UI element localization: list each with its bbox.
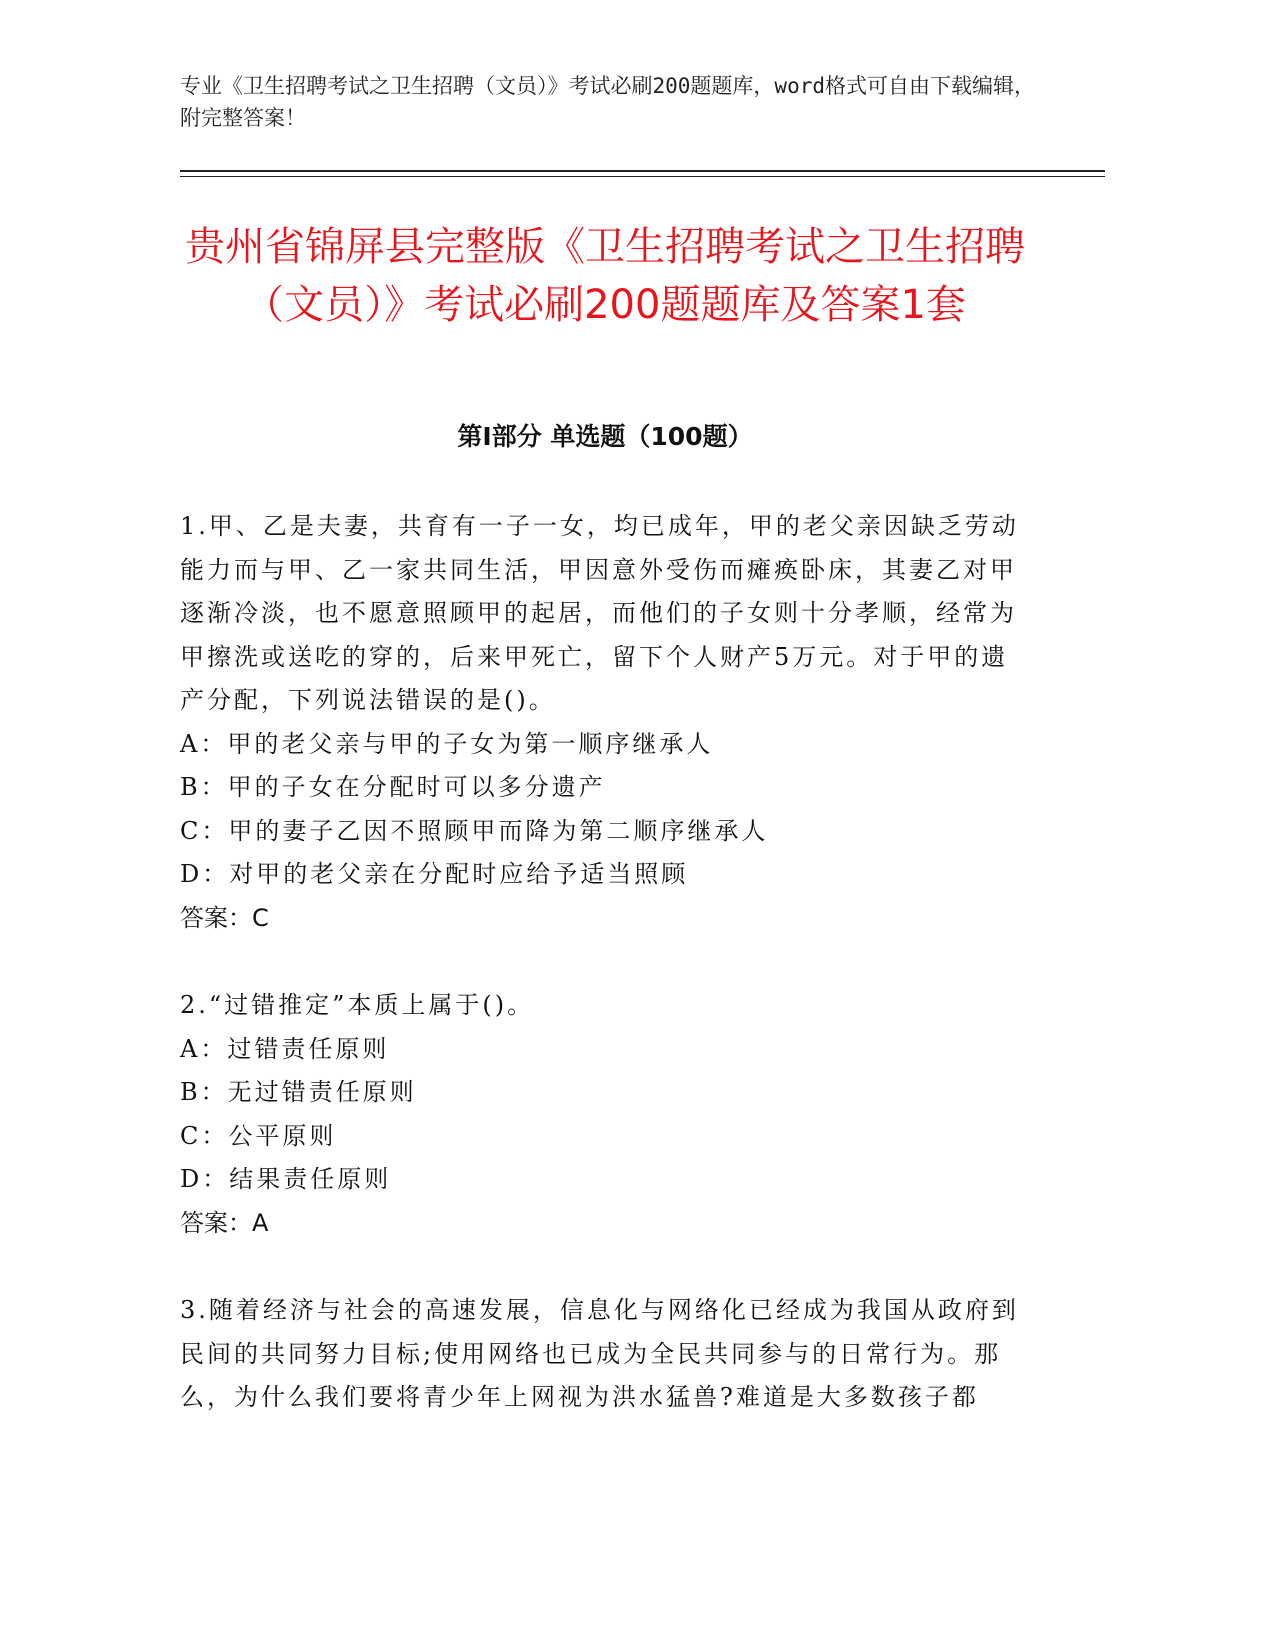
question-stem: 3.随着经济与社会的高速发展，信息化与网络化已经成为我国从政府到民间的共同努力目标;使用网络也已成为全民共同参与的日常行为。那么，为什么我们要将青少年上网视为洪水猛兽?难道是大多数孩子都 (180, 1296, 1019, 1411)
document-title: 贵州省锦屏县完整版《卫生招聘考试之卫生招聘（文员）》考试必刷200题题库及答案1套 (185, 224, 1025, 328)
option-a: A：过错责任原则 (180, 1034, 390, 1063)
section-title: 第Ⅰ部分 单选题（100题） (457, 422, 753, 451)
option-d: D：对甲的老父亲在分配时应给予适当照顾 (180, 860, 689, 888)
option-c: C：公平原则 (180, 1121, 337, 1150)
option-c: C：甲的妻子乙因不照顾甲而降为第二顺序继承人 (180, 816, 769, 845)
option-d: D：结果责任原则 (180, 1165, 392, 1193)
header-note: 专业《卫生招聘考试之卫生招聘（文员）》考试必刷200题题库，word格式可自由下载编辑，附完整答案！ (180, 74, 1035, 130)
answer: 答案：A (180, 1208, 269, 1237)
question-1 (180, 505, 1030, 940)
header-rule-thick (180, 170, 1105, 172)
option-b: B：无过错责任原则 (180, 1078, 417, 1106)
question-stem: 1.甲、乙是夫妻，共育有一子一女，均已成年，甲的老父亲因缺乏劳动能力而与甲、乙一家共同生活，甲因意外受伤而瘫痪卧床，其妻乙对甲逐渐冷淡，也不愿意照顾甲的起居，而他们的子女则十分孝顺，经常为甲擦洗或送吃的穿的，后来甲死亡，留下个人财产5万元。对于甲的遗产分配，下列说法错误的是()。 (180, 512, 1019, 714)
question-list (180, 505, 1030, 1464)
question-3 (180, 1289, 1030, 1420)
option-a: A：甲的老父亲与甲的子女为第一顺序继承人 (180, 729, 714, 758)
question-2 (180, 984, 1030, 1245)
header-rule-thin (180, 176, 1105, 177)
answer: 答案：C (180, 903, 269, 932)
option-b: B：甲的子女在分配时可以多分遗产 (180, 773, 606, 801)
question-stem: 2.“过错推定”本质上属于()。 (180, 991, 535, 1019)
